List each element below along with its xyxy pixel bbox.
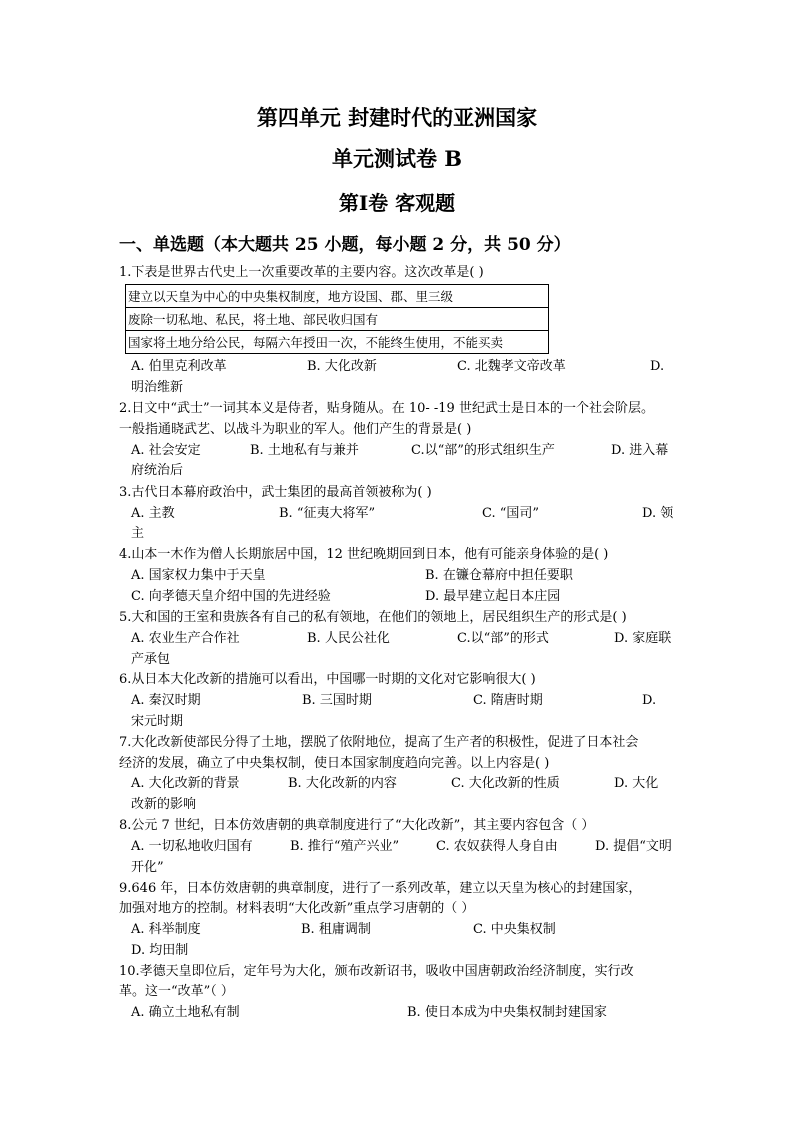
q7-option-d[interactable]: D. 大化 [614, 776, 659, 791]
q9-option-c[interactable]: C. 中央集权制 [473, 922, 556, 937]
q2-option-b[interactable]: B. 土地私有与兼并 [250, 443, 359, 458]
q1-option-d[interactable]: D. [650, 359, 665, 374]
q2-option-d-cont: 府统治后 [131, 463, 184, 478]
section-heading: 一、单选题（本大题共 25 小题，每小题 2 分，共 50 分） [119, 235, 571, 255]
table-row [126, 331, 549, 354]
reform-table [125, 284, 549, 354]
question-2-line-2: 一般指通晓武艺、以战斗为职业的军人。他们产生的背景是( ) [119, 422, 472, 437]
q2-option-d[interactable]: D. 进入幕 [611, 443, 669, 458]
question-2-line-1: 2.日文中“武士”一词其本义是侍者，贴身随从。在 10- -19 世纪武士是日本的一个社会阶层。 [119, 401, 654, 416]
q5-option-a[interactable]: A. 农业生产合作社 [131, 631, 240, 646]
q4-option-c[interactable]: C. 向孝德天皇介绍中国的先进经验 [131, 589, 331, 604]
volume-heading: 第Ⅰ卷 客观题 [338, 191, 456, 215]
q4-option-d[interactable]: D. 最早建立起日本庄园 [425, 589, 561, 604]
question-7-line-2: 经济的发展，确立了中央集权制，使日本国家制度趋向完善。以上内容是( ) [119, 756, 550, 771]
q2-option-c[interactable]: C.以“部”的形式组织生产 [411, 443, 555, 458]
q9-option-a[interactable]: A. 科举制度 [131, 922, 201, 937]
table-cell: 国家将土地分给公民，每隔六年授田一次，不能终生使用，不能买卖 [126, 331, 549, 354]
q1-option-b[interactable]: B. 大化改新 [307, 359, 377, 374]
q3-option-d-cont: 主 [131, 526, 145, 541]
q8-option-d-cont: 开化” [131, 860, 164, 875]
q8-option-d[interactable]: D. 提倡“文明 [595, 839, 672, 854]
q6-option-b[interactable]: B. 三国时期 [302, 693, 372, 708]
q8-option-a[interactable]: A. 一切私地收归国有 [131, 839, 253, 854]
q7-option-d-cont: 改新的影响 [131, 797, 197, 812]
q4-option-a[interactable]: A. 国家权力集中于天皇 [131, 568, 266, 583]
q3-option-b[interactable]: B. “征夷大将军” [279, 506, 376, 521]
table-row [126, 285, 549, 308]
question-10-line-1: 10.孝德天皇即位后，定年号为大化，颁布改新诏书，吸收中国唐朝政治经济制度，实行改 [119, 964, 634, 979]
q3-option-a[interactable]: A. 主教 [131, 506, 175, 521]
question-5-stem: 5.大和国的王室和贵族各有自己的私有领地，在他们的领地上，居民组织生产的形式是( ) [119, 610, 627, 625]
q1-option-d-cont: 明治维新 [131, 380, 184, 395]
table-cell: 废除一切私地、私民，将土地、部民收归国有 [126, 308, 549, 331]
q4-option-b[interactable]: B. 在镰仓幕府中担任要职 [425, 568, 573, 583]
question-9-line-1: 9.646 年，日本仿效唐朝的典章制度，进行了一系列改革，建立以天皇为核心的封建国家， [119, 881, 642, 896]
unit-title: 第四单元 封建时代的亚洲国家 [256, 105, 538, 130]
q6-option-d-cont: 宋元时期 [131, 714, 184, 729]
q5-option-d[interactable]: D. 家庭联 [614, 631, 672, 646]
q6-option-d[interactable]: D. [642, 693, 657, 708]
q3-option-d[interactable]: D. 领 [642, 506, 674, 521]
question-8-stem: 8.公元 7 世纪，日本仿效唐朝的典章制度进行了“大化改新”，其主要内容包含（ ） [119, 818, 595, 833]
q7-option-a[interactable]: A. 大化改新的背景 [131, 776, 240, 791]
question-7-line-1: 7.大化改新使部民分得了土地，摆脱了依附地位，提高了生产者的积极性，促进了日本社会 [119, 735, 639, 750]
q5-option-d-cont: 产承包 [131, 652, 171, 667]
q6-option-a[interactable]: A. 秦汉时期 [131, 693, 201, 708]
q9-option-d[interactable]: D. 均田制 [131, 943, 189, 958]
question-9-line-2: 加强对地方的控制。材料表明“大化改新”重点学习唐朝的（ ） [119, 901, 475, 916]
q1-option-a[interactable]: A. 伯里克利改革 [131, 359, 227, 374]
q5-option-c[interactable]: C.以“部”的形式 [457, 631, 549, 646]
q8-option-c[interactable]: C. 农奴获得人身自由 [436, 839, 558, 854]
question-10-line-2: 革。这一“改革”（ ） [119, 984, 234, 999]
q5-option-b[interactable]: B. 人民公社化 [307, 631, 390, 646]
question-3-stem: 3.古代日本幕府政治中，武士集团的最高首领被称为( ) [119, 485, 432, 500]
question-4-stem: 4.山本一木作为僧人长期旅居中国，12 世纪晚期回到日本，他有可能亲身体验的是( ) [119, 547, 609, 562]
test-subtitle: 单元测试卷 B [331, 146, 463, 171]
q8-option-b[interactable]: B. 推行“殖产兴业” [290, 839, 400, 854]
q10-option-a[interactable]: A. 确立土地私有制 [131, 1005, 240, 1020]
q6-option-c[interactable]: C. 隋唐时期 [473, 693, 543, 708]
q10-option-b[interactable]: B. 使日本成为中央集权制封建国家 [407, 1005, 607, 1020]
table-row [126, 308, 549, 331]
q1-option-c[interactable]: C. 北魏孝文帝改革 [457, 359, 566, 374]
q3-option-c[interactable]: C. “国司” [482, 506, 540, 521]
q9-option-b[interactable]: B. 租庸调制 [301, 922, 371, 937]
q7-option-c[interactable]: C. 大化改新的性质 [451, 776, 560, 791]
q7-option-b[interactable]: B. 大化改新的内容 [288, 776, 397, 791]
question-6-stem: 6.从日本大化改新的措施可以看出，中国哪一时期的文化对它影响很大( ) [119, 672, 536, 687]
question-1-stem: 1.下表是世界古代史上一次重要改革的主要内容。这次改革是( ) [119, 265, 484, 280]
q2-option-a[interactable]: A. 社会安定 [131, 443, 201, 458]
table-cell: 建立以天皇为中心的中央集权制度，地方设国、郡、里三级 [126, 285, 549, 308]
